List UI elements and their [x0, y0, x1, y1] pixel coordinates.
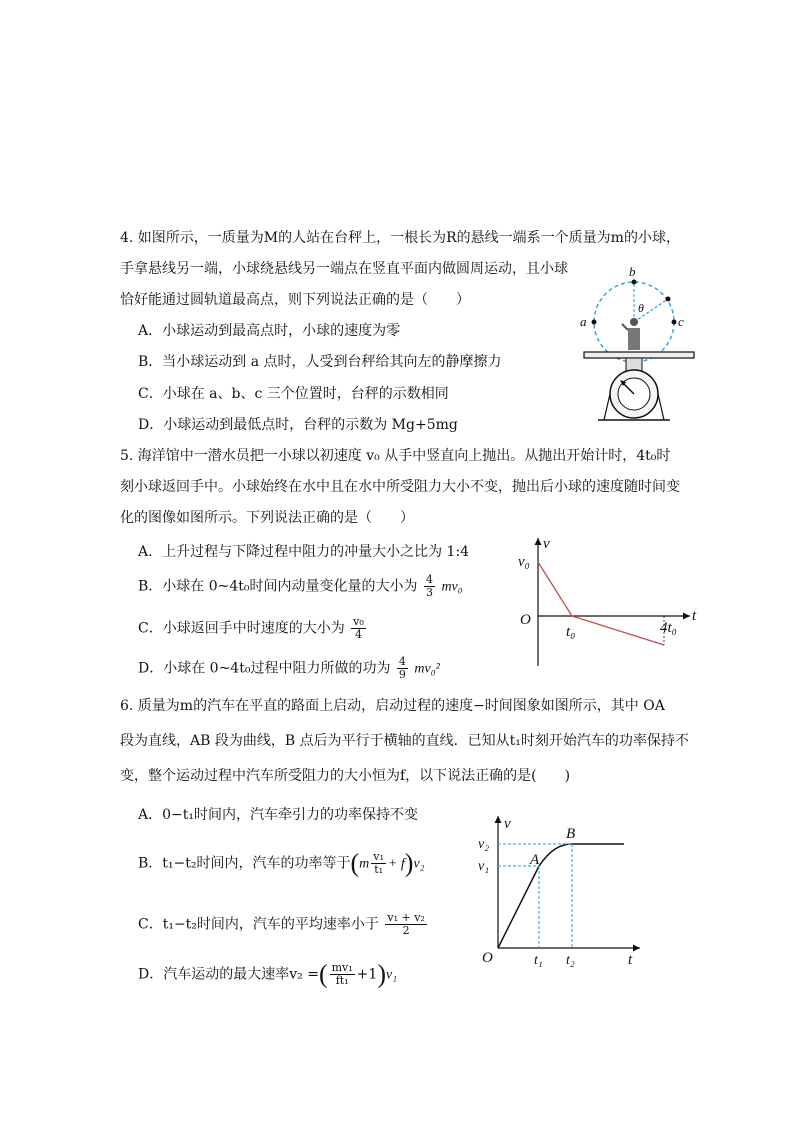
q4-label-c: c: [678, 314, 684, 329]
q5-y-label: v: [543, 536, 550, 552]
q6-tick-v2: v₂: [478, 837, 490, 852]
q6-series-curve: [498, 844, 624, 948]
q4-stem-line1: 4. 如图所示，一质量为M的人站在台秤上，一根长为R的悬线一端系一个质量为m的小球，: [120, 230, 680, 246]
q5-vt-chart: [510, 532, 710, 672]
q4-point-c: [672, 320, 677, 325]
q4-point-a: [592, 320, 597, 325]
q6-point-b-label: B: [566, 826, 576, 842]
q6-stem-line2: 段为直线，AB 段为曲线，B 点后为平行于横轴的直线．已知从t₁时刻开始汽车的功率保持不: [120, 733, 689, 749]
q5-tick-t0: t₀: [566, 624, 576, 640]
q5-series-line-down: [572, 616, 664, 645]
q6-point-a-label: A: [530, 852, 540, 868]
q6-tick-t1: t₁: [534, 953, 543, 968]
q5-option-a: A．上升过程与下降过程中阻力的冲量大小之比为 1:4: [138, 544, 470, 560]
q6-tick-t2: t₂: [566, 953, 575, 968]
q4-label-theta: θ: [638, 301, 644, 315]
q5-stem-line1: 5. 海洋馆中一潜水员把一小球以初速度 v₀ 从手中竖直向上抛出。从抛出开始计时，4t₀时: [120, 448, 671, 464]
q6-origin-label: O: [482, 950, 493, 966]
q4-label-a: a: [580, 314, 587, 329]
q4-option-c: C．小球在 a、b、c 三个位置时，台秤的示数相同: [138, 386, 449, 402]
q4-figure-scale: [568, 262, 708, 432]
q5-tick-4t0: 4t₀: [660, 620, 677, 636]
q6-option-c: C．t₁−t₂时间内，汽车的平均速率小于 $\frac{\text{v₁ + v₂}}{2}$: [138, 911, 425, 937]
q4-option-d: D．小球运动到最低点时，台秤的示数为 Mg+5mg: [138, 417, 458, 433]
q4-platform: [584, 352, 694, 358]
q5-series-line-up: [538, 562, 572, 616]
q5-x-label: t: [692, 608, 697, 624]
q5-option-c: C．小球返回手中时速度的大小为 $\frac{\text{v₀}}{4}$: [138, 615, 364, 641]
q6-stem-line1: 6. 质量为m的汽车在平直的路面上启动，启动过程的速度−时间图象如图所示，其中 OA: [120, 698, 665, 714]
q5-stem-line3: 化的图像如图所示。下列说法正确的是（ ）: [120, 510, 414, 526]
q5-option-d: D．小球在 0~4t₀过程中阻力所做的功为 $\frac{4}{9}$ mv₀²: [138, 655, 440, 681]
q6-vt-chart: [472, 810, 652, 970]
q6-y-label: v: [504, 816, 511, 832]
q5-stem-line2: 刻小球返回手中。小球始终在水中且在水中所受阻力大小不变，抛出后小球的速度随时间变: [120, 479, 680, 495]
q6-stem-line3: 变，整个运动过程中汽车所受阻力的大小恒为f，以下说法正确的是( ): [120, 768, 571, 784]
q6-option-b: B．t₁−t₂时间内，汽车的功率等于(m $\frac{\text{v₁}}{\text{t₁}}$ + f)v₂: [138, 848, 425, 878]
q4-label-b: b: [629, 264, 636, 279]
q6-tick-v1: v₁: [478, 859, 490, 874]
q4-option-a: A．小球运动到最高点时，小球的速度为零: [138, 323, 401, 339]
q4-point-b: [632, 280, 637, 285]
q4-stem-line2: 手拿悬线另一端，小球绕悬线另一端点在竖直平面内做圆周运动，且小球: [120, 261, 568, 277]
q5-tick-v0: v₀: [518, 554, 530, 570]
q6-x-label: t: [628, 952, 633, 968]
q5-origin-label: O: [520, 612, 531, 628]
q5-option-b: B．小球在 0~4t₀时间内动量变化量的大小为 $\frac{4}{3}$ mv₀: [138, 573, 463, 599]
q6-option-a: A．0−t₁时间内，汽车牵引力的功率保持不变: [138, 807, 418, 823]
q6-option-d: D．汽车运动的最大速率v₂ =( $\frac{\text{mv₁}}{\text{ft₁}}$ +1)v₁: [138, 959, 398, 989]
q4-option-b: B．当小球运动到 a 点时，人受到台秤给其向左的静摩擦力: [138, 354, 502, 370]
q4-stem-line3: 恰好能通过圆轨道最高点，则下列说法正确的是（ ）: [120, 292, 470, 308]
